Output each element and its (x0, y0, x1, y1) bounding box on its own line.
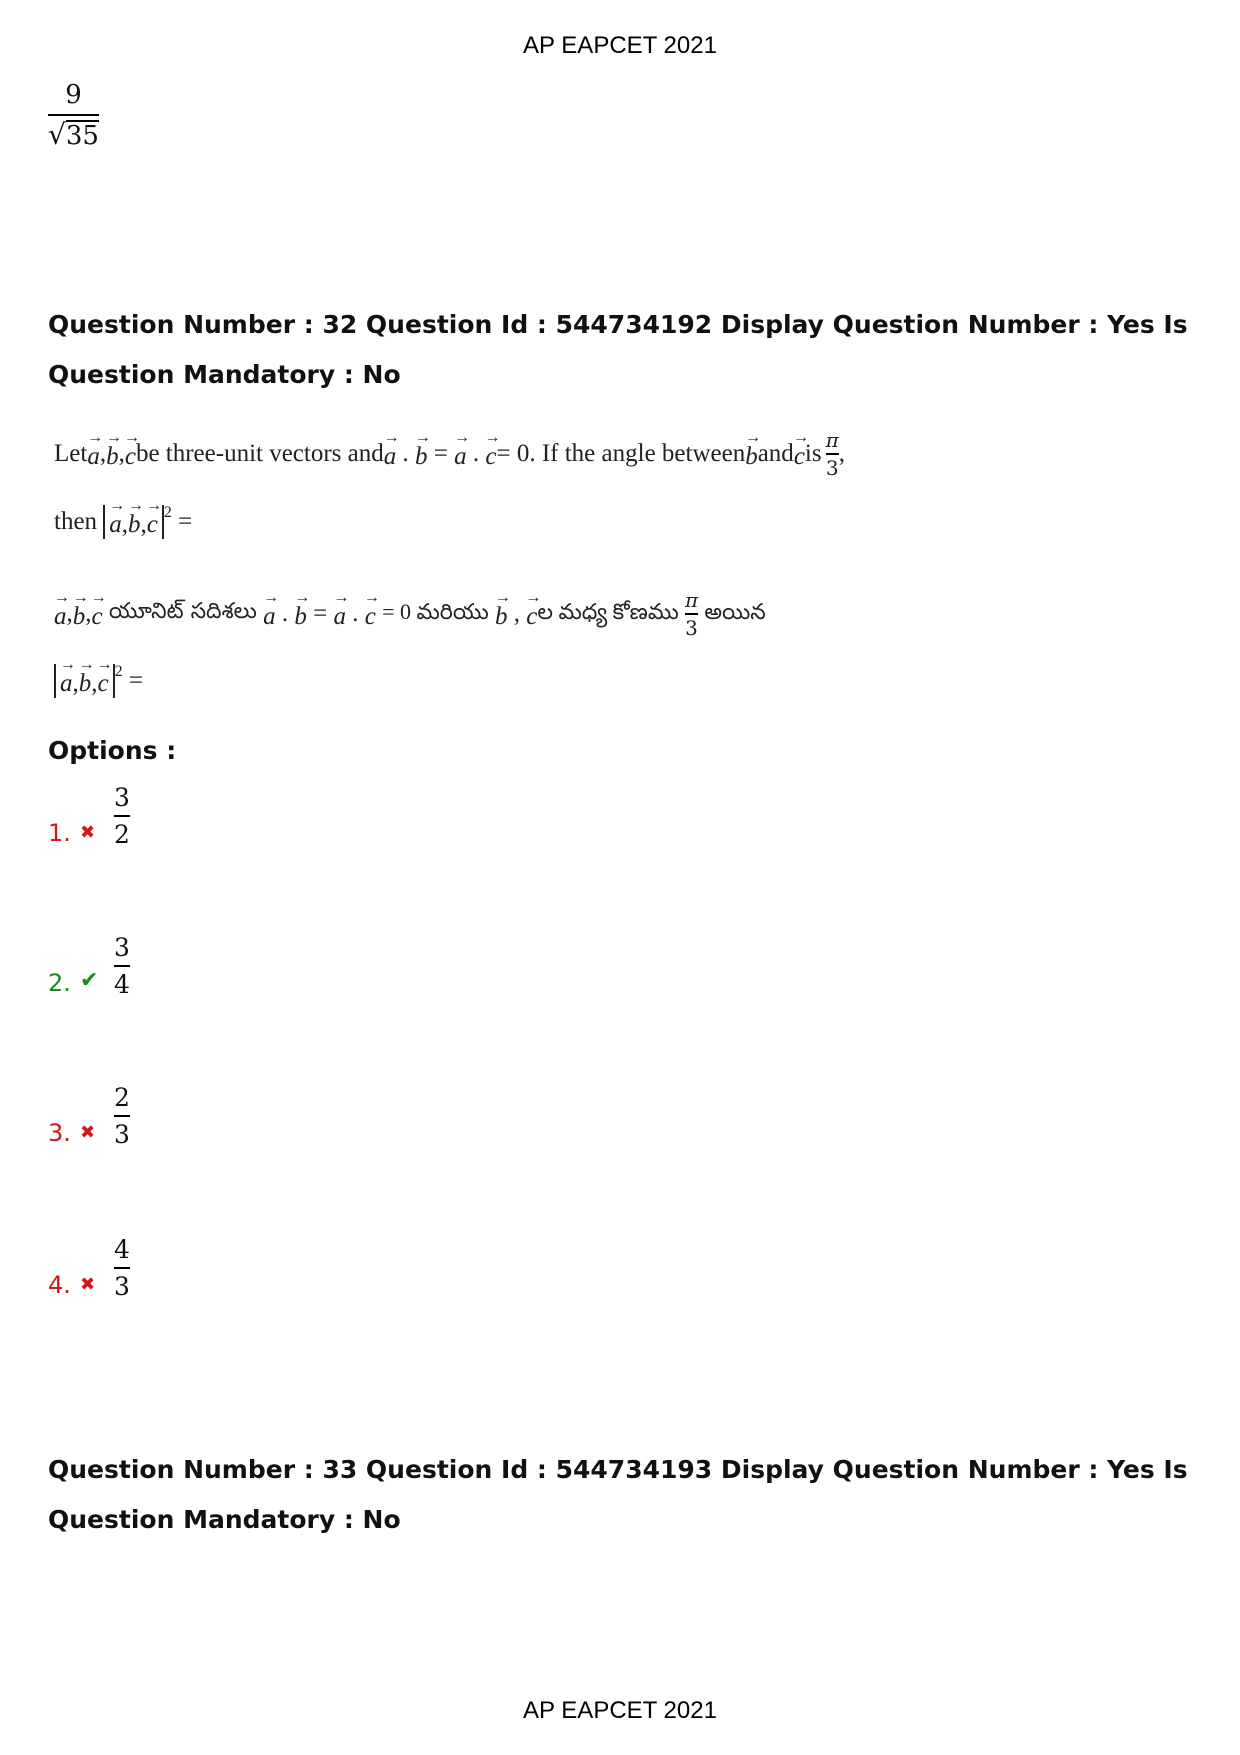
question-32-english-line1: Let → a , → b , → c be three-unit vectors and → a . → b = → a . → c = 0. If the angle between → b and → c is $\frac{\pi}{3}$ , (54, 430, 845, 478)
fraction-numerator: 4 (114, 1235, 130, 1264)
question-text: Let (54, 440, 88, 467)
angle-denominator: 3 (825, 456, 839, 480)
vector-c: → c (92, 597, 103, 631)
cross-icon: ✖ (80, 1274, 96, 1295)
question-text: then (54, 508, 98, 535)
question-text: and (757, 440, 794, 467)
vector-b: → b (495, 597, 508, 631)
vector-a: → a (454, 437, 467, 471)
vector-c: → c (526, 597, 537, 631)
question-text: be three-unit vectors and (135, 440, 384, 467)
angle-fraction (826, 430, 839, 478)
cross-icon: ✖ (80, 1122, 96, 1143)
radical-sign: √ (48, 118, 66, 151)
vector-b: → b (106, 437, 119, 471)
equals-sign: = (178, 508, 193, 535)
question-33-meta: Question Number : 33 Question Id : 544734193 Display Question Number : Yes Is Question Mandatory : No (48, 1455, 1188, 1534)
check-icon: ✔ (80, 968, 99, 993)
fraction-denominator: 4 (114, 970, 130, 999)
vector-a: → a (109, 505, 122, 539)
vector-b: → b (415, 437, 428, 471)
previous-option-fraction (48, 82, 99, 149)
exponent: 2 (114, 663, 123, 680)
vector-c: → c (147, 505, 158, 539)
options-label: Options : (48, 736, 177, 765)
vector-b: → b (79, 664, 92, 698)
option-fraction (114, 1237, 130, 1299)
option-number: 1. (48, 819, 71, 847)
vector-b: → b (294, 597, 307, 631)
vector-b: → b (745, 437, 758, 471)
option-number: 3. (48, 1119, 71, 1147)
vector-a: → a (54, 597, 67, 631)
option-fraction (114, 935, 130, 997)
fraction-denominator: 3 (114, 1272, 130, 1301)
fraction-denominator: 2 (114, 820, 130, 849)
angle-fraction (685, 590, 698, 638)
option-number: 4. (48, 1271, 71, 1299)
question-32-telugu-line1: → a , → b , → c యూనిట్ సదిశలు → a . → b = → a . → c = 0 మరియు → b , → c ల మధ్య కోణము $\frac{\pi}{3}$ అయిన (54, 590, 766, 638)
fraction-numerator: 9 (65, 80, 82, 110)
option-4[interactable] (48, 1237, 130, 1299)
question-32-telugu-line2 (54, 664, 143, 698)
option-1[interactable] (48, 785, 130, 847)
box-product: → a,→ b,→ c (103, 505, 164, 539)
vector-c: → c (485, 437, 496, 471)
option-3[interactable] (48, 1085, 130, 1147)
vector-a: → a (333, 597, 346, 631)
fraction-numerator: 3 (114, 783, 130, 812)
telugu-text: యూనిట్ సదిశలు (108, 599, 257, 624)
fraction-denominator: 35 (65, 121, 99, 151)
option-fraction (114, 785, 130, 847)
option-fraction (114, 1085, 130, 1147)
telugu-text: ల మధ్య కోణము (537, 598, 679, 624)
vector-a: → a (263, 597, 276, 631)
equals-sign: = (128, 667, 143, 694)
page-footer: AP EAPCET 2021 (523, 1697, 717, 1724)
vector-c: → c (365, 597, 376, 631)
cross-icon: ✖ (80, 822, 96, 843)
option-number: 2. (48, 969, 71, 997)
fraction-numerator: 2 (114, 1083, 130, 1112)
fraction-numerator: 3 (114, 933, 130, 962)
page-header: AP EAPCET 2021 (523, 32, 717, 59)
vector-b: → b (128, 505, 141, 539)
vector-a: → a (87, 437, 100, 471)
vector-c: → c (98, 664, 109, 698)
question-32-english-line2 (54, 505, 192, 539)
angle-numerator: π (684, 588, 699, 612)
vector-b: → b (73, 597, 86, 631)
vector-c: → c (794, 437, 805, 471)
vector-a: → a (384, 437, 397, 471)
option-2[interactable] (48, 935, 130, 997)
question-32-meta: Question Number : 32 Question Id : 544734192 Display Question Number : Yes Is Question Mandatory : No (48, 310, 1188, 389)
angle-numerator: π (825, 428, 839, 452)
vector-a: → a (60, 664, 73, 698)
box-product: → a,→ b,→ c (54, 664, 115, 698)
vector-c: → c (125, 437, 136, 471)
telugu-text: అయిన (704, 598, 766, 624)
angle-denominator: 3 (685, 616, 698, 640)
question-text: = 0. If the angle between (496, 440, 746, 467)
telugu-text: = 0 మరియు (382, 598, 489, 624)
exponent: 2 (163, 504, 172, 521)
question-text: is (804, 440, 822, 467)
fraction-denominator: 3 (114, 1120, 130, 1149)
